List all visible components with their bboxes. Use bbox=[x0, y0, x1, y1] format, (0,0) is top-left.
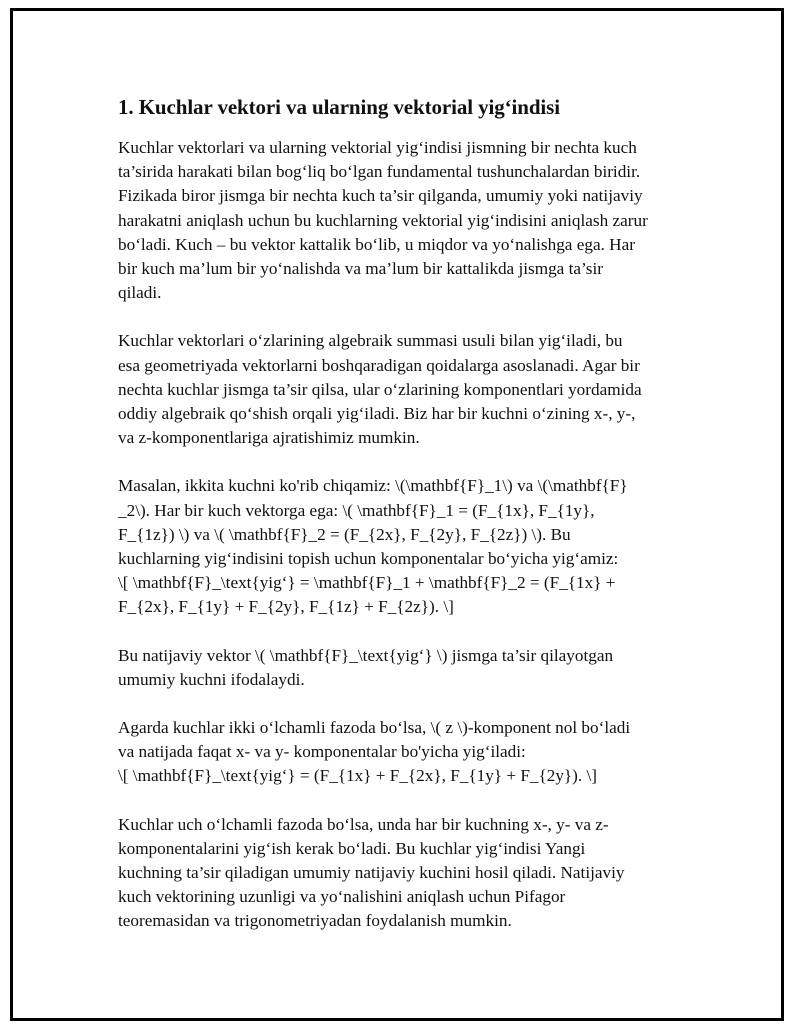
text-line: Kuchlar uch o‘lchamli fazoda bo‘lsa, unda har bir kuchning x-, y- va z- bbox=[118, 814, 609, 834]
text-line: Masalan, ikkita kuchni ko'rib chiqamiz: \(\mathbf{F}_1\) va \(\mathbf{F} bbox=[118, 476, 628, 496]
text-line: bir kuch ma’lum bir yo‘nalishda va ma’lum bir kattalikda jismga ta’sir bbox=[118, 259, 603, 279]
text-line: kuch vektorining uzunligi va yo‘nalishini aniqlash uchun Pifagor bbox=[118, 887, 566, 907]
paragraph-intro bbox=[118, 136, 698, 305]
text-line: Agarda kuchlar ikki o‘lchamli fazoda bo‘lsa, \( z \)-komponent nol bo‘ladi bbox=[118, 718, 631, 738]
text-line: bo‘ladi. Kuch – bu vektor kattalik bo‘lib, u miqdor va yo‘nalishga ega. Har bbox=[118, 234, 635, 254]
section-heading: 1. Kuchlar vektori va ularning vektorial yig‘indisi bbox=[118, 95, 560, 119]
text-line: Bu natijaviy vektor \( \mathbf{F}_\text{yig‘} \) jismga ta’sir qilayotgan bbox=[118, 645, 614, 665]
paragraph-resultant bbox=[118, 644, 698, 692]
text-line: F_{2x}, F_{1y} + F_{2y}, F_{1z} + F_{2z}). \] bbox=[118, 597, 454, 617]
text-line: komponentalarini yig‘ish kerak bo‘ladi. Bu kuchlar yig‘indisi Yangi bbox=[118, 838, 586, 858]
text-line: Kuchlar vektorlari o‘zlarining algebraik summasi usuli bilan yig‘iladi, bu bbox=[118, 331, 623, 351]
text-line: umumiy kuchni ifodalaydi. bbox=[118, 669, 305, 689]
document-body bbox=[118, 92, 698, 958]
text-line: Kuchlar vektorlari va ularning vektorial yig‘indisi jismning bir nechta kuch bbox=[118, 138, 637, 157]
text-line: Fizikada biror jismga bir nechta kuch ta’sir qilganda, umumiy yoki natijaviy bbox=[118, 186, 643, 206]
paragraph-example bbox=[118, 474, 698, 619]
paragraph-algebraic-sum bbox=[118, 329, 698, 450]
text-line: F_{1z}) \) va \( \mathbf{F}_2 = (F_{2x}, F_{2y}, F_{2z}) \). Bu bbox=[118, 524, 571, 544]
text-line: teoremasidan va trigonometriyadan foydalanish mumkin. bbox=[118, 911, 512, 931]
text-line: esa geometriyada vektorlarni boshqaradigan qoidalarga asoslanadi. Agar bir bbox=[118, 355, 640, 375]
paragraph-three-dimensional bbox=[118, 813, 698, 934]
text-line: va natijada faqat x- va y- komponentalar bo'yicha yig‘iladi: bbox=[118, 742, 526, 762]
paragraph-two-dimensional bbox=[118, 716, 698, 789]
text-line: kuchlarning yig‘indisini topish uchun komponentalar bo‘yicha yig‘amiz: bbox=[118, 549, 619, 569]
text-line: \[ \mathbf{F}_\text{yig‘} = \mathbf{F}_1 + \mathbf{F}_2 = (F_{1x} + bbox=[118, 573, 616, 593]
text-line: \[ \mathbf{F}_\text{yig‘} = (F_{1x} + F_{2x}, F_{1y} + F_{2y}). \] bbox=[118, 766, 597, 786]
text-line: _2\). Har bir kuch vektorga ega: \( \mathbf{F}_1 = (F_{1x}, F_{1y}, bbox=[118, 500, 595, 520]
text-line: kuchning ta’sir qiladigan umumiy natijaviy kuchini hosil qiladi. Natijaviy bbox=[118, 863, 625, 883]
text-line: nechta kuchlar jismga ta’sir qilsa, ular o‘zlarining komponentlari yordamida bbox=[118, 379, 642, 399]
text-line: qiladi. bbox=[118, 283, 162, 303]
text-line: oddiy algebraik qo‘shish orqali yig‘iladi. Biz har bir kuchni o‘zining x-, y-, bbox=[118, 404, 636, 424]
text-line: va z-komponentlariga ajratishimiz mumkin. bbox=[118, 428, 420, 448]
text-line: harakatni aniqlash uchun bu kuchlarning vektorial yig‘indisini aniqlash zarur bbox=[118, 210, 648, 230]
text-line: ta’sirida harakati bilan bog‘liq bo‘lgan fundamental tushunchalardan biridir. bbox=[118, 162, 641, 182]
